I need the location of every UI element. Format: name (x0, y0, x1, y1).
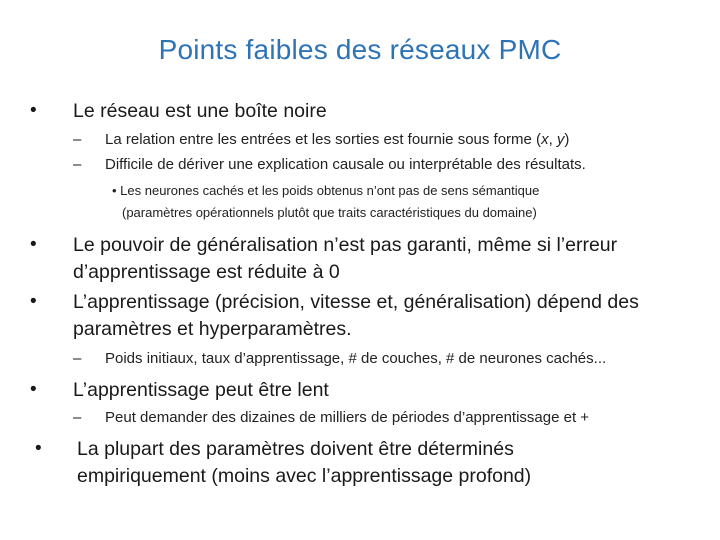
bullet-marker: • (30, 234, 37, 255)
bullet-1-sub-2: Difficile de dériver une explication causale ou interprétable des résultats. (105, 156, 586, 173)
bullet-1-text: Le réseau est une boîte noire (73, 100, 327, 122)
bullet-2-line-2: d’apprentissage est réduite à 0 (73, 261, 340, 283)
bullet-marker: • (30, 291, 37, 312)
bullet-2-line-1: Le pouvoir de généralisation n’est pas garanti, même si l’erreur (73, 234, 618, 256)
dash-marker: – (73, 131, 82, 148)
dash-marker: – (73, 350, 82, 367)
bullet-4-sub: Peut demander des dizaines de milliers de périodes d’apprentissage et + (105, 409, 590, 426)
bullet-4-text: L’apprentissage peut être lent (73, 379, 329, 401)
bullet-3-sub: Poids initiaux, taux d’apprentissage, # de couches, # de neurones cachés... (105, 350, 607, 367)
slide-title: Points faibles des réseaux PMC (158, 34, 562, 65)
bullet-1-subsub-line-1: • Les neurones cachés et les poids obtenus n’ont pas de sens sémantique (112, 183, 540, 198)
dash-marker: – (73, 409, 82, 426)
dash-marker: – (73, 156, 82, 173)
bullet-5-line-2: empiriquement (moins avec l’apprentissage profond) (77, 465, 532, 487)
bullet-marker: • (30, 379, 37, 400)
bullet-3-line-2: paramètres et hyperparamètres. (73, 318, 352, 340)
bullet-3-line-1: L’apprentissage (précision, vitesse et, généralisation) dépend des (73, 291, 639, 313)
bullet-5-line-1: La plupart des paramètres doivent être déterminés (77, 438, 514, 460)
bullet-marker: • (35, 438, 42, 459)
bullet-1-sub-1: La relation entre les entrées et les sorties est fournie sous forme (x, y) (105, 131, 570, 148)
bullet-marker: • (30, 100, 37, 121)
bullet-1-subsub-line-2: (paramètres opérationnels plutôt que traits caractéristiques du domaine) (122, 205, 537, 220)
